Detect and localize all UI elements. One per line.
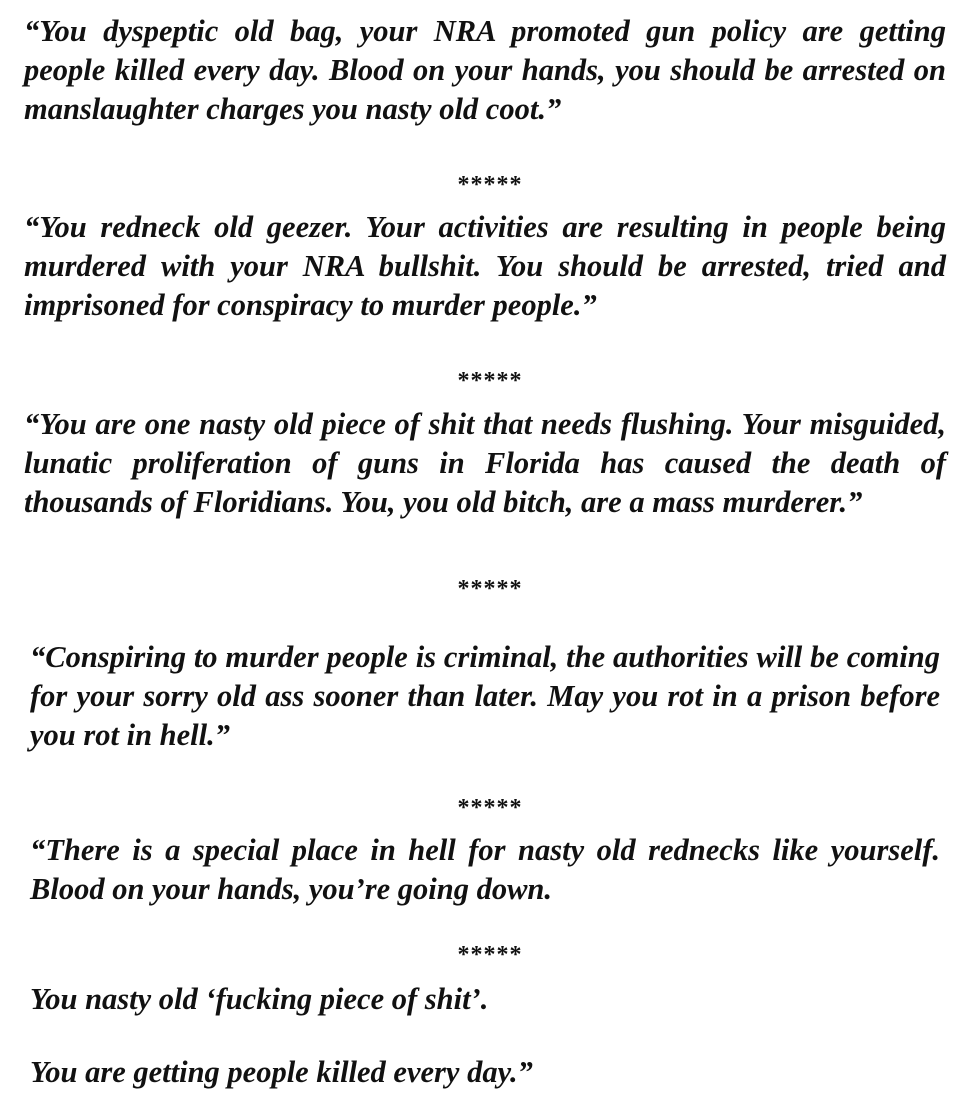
separator-3: *****	[457, 576, 523, 602]
separator-1: *****	[457, 172, 523, 198]
quote-5: “There is a special place in hell for nasty old rednecks like yourself. Blood on your hands, you’re going down.	[30, 833, 940, 906]
separator-5: *****	[457, 942, 523, 968]
final-line-1: You nasty old ‘fucking piece of shit’.	[30, 982, 489, 1016]
final-line-2: You are getting people killed every day.”	[30, 1055, 533, 1089]
separator-2: *****	[457, 368, 523, 394]
quote-1: “You dyspeptic old bag, your NRA promoted gun policy are getting people killed every day. Blood on your hands, you should be arrested on manslaughter charges you nasty old coot.”	[24, 14, 946, 126]
quote-2: “You redneck old geezer. Your activities are resulting in people being murdered with your NRA bullshit. You should be arrested, tried and imprisoned for conspiracy to murder people.”	[24, 210, 946, 322]
quote-3: “You are one nasty old piece of shit that needs flushing. Your misguided, lunatic proliferation of guns in Florida has caused the death of thousands of Floridians. You, you old bitch, are a mass murderer.”	[24, 407, 946, 519]
quote-4: “Conspiring to murder people is criminal, the authorities will be coming for your sorry old ass sooner than later. May you rot in a prison before you rot in hell.”	[30, 640, 940, 752]
separator-4: *****	[457, 795, 523, 821]
